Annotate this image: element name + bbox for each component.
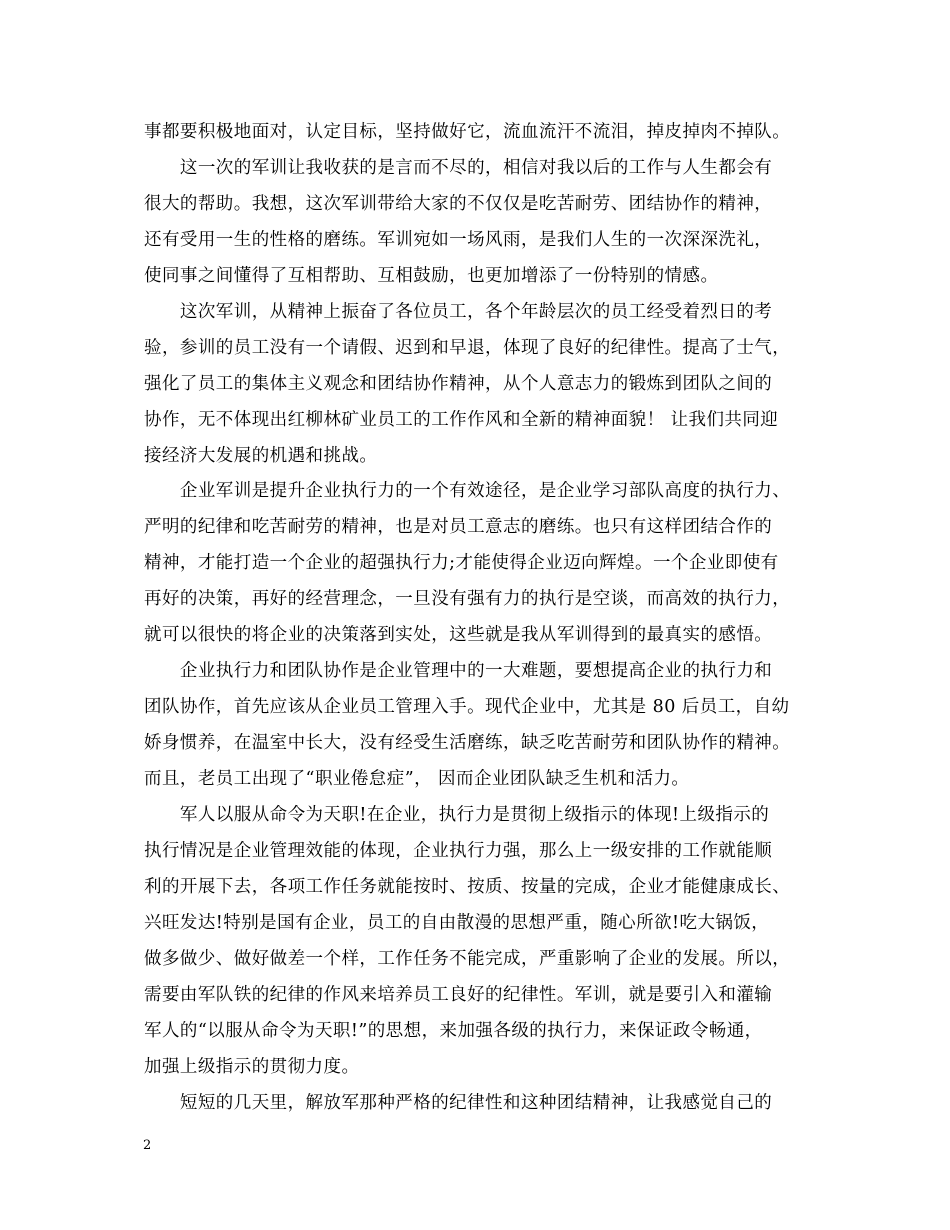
text-line: 事都要积极地面对，认定目标，坚持做好它，流血流汗不流泪，掉皮掉肉不掉队。 — [144, 122, 791, 142]
text-line: 做多做少、做好做差一个样，工作任务不能完成，严重影响了企业的发展。所以， — [144, 949, 791, 969]
text-line: 军人以服从命令为天职!在企业，执行力是贯彻上级指示的体现!上级指示的 — [144, 805, 770, 825]
text-line: 很大的帮助。我想，这次军训带给大家的不仅仅是吃苦耐劳、团结协作的精神， — [144, 194, 773, 214]
text-line: 企业军训是提升企业执行力的一个有效途径，是企业学习部队高度的执行力、 — [144, 481, 791, 501]
text-line: 强化了员工的集体主义观念和团结协作精神，从个人意志力的锻炼到团队之间的 — [144, 374, 773, 394]
text-line: 精神，才能打造一个企业的超强执行力;才能使得企业迈向辉煌。一个企业即使有 — [144, 553, 779, 573]
text-line: 再好的决策，再好的经营理念，一旦没有强有力的执行是空谈，而高效的执行力， — [144, 589, 791, 609]
text-line: 就可以很快的将企业的决策落到实处，这些就是我从军训得到的最真实的感悟。 — [144, 625, 773, 645]
text-line: 验，参训的员工没有一个请假、迟到和早退，体现了良好的纪律性。提高了士气， — [144, 338, 791, 358]
page-number: 2 — [143, 1138, 152, 1153]
text-line: 军人的“以服从命令为天职!”的思想，来加强各级的执行力，来保证政令畅通， — [144, 1021, 763, 1041]
text-line: 协作，无不体现出红柳林矿业员工的工作作风和全新的精神面貌！ 让我们共同迎 — [144, 410, 779, 430]
text-line: 团队协作，首先应该从企业员工管理入手。现代企业中，尤其是 80 后员工，自幼 — [144, 697, 790, 717]
text-line: 严明的纪律和吃苦耐劳的精神，也是对员工意志的磨练。也只有这样团结合作的 — [144, 517, 773, 537]
text-line: 这一次的军训让我收获的是言而不尽的，相信对我以后的工作与人生都会有 — [144, 158, 773, 178]
text-line: 利的开展下去，各项工作任务就能按时、按质、按量的完成，企业才能健康成长、 — [144, 877, 791, 897]
text-line: 娇身惯养，在温室中长大，没有经受生活磨练，缺乏吃苦耐劳和团队协作的精神。 — [144, 733, 791, 753]
text-line: 执行情况是企业管理效能的体现，企业执行力强，那么上一级安排的工作就能顺 — [144, 841, 773, 861]
text-line: 加强上级指示的贯彻力度。 — [144, 1057, 360, 1077]
text-line: 需要由军队铁的纪律的作风来培养员工良好的纪律性。军训，就是要引入和灌输 — [144, 985, 773, 1005]
text-line: 还有受用一生的性格的磨练。军训宛如一场风雨，是我们人生的一次深深洗礼， — [144, 230, 773, 250]
text-line: 企业执行力和团队协作是企业管理中的一大难题，要想提高企业的执行力和 — [144, 661, 773, 681]
text-line: 使同事之间懂得了互相帮助、互相鼓励，也更加增添了一份特别的情感。 — [144, 266, 719, 286]
text-line: 短短的几天里，解放军那种严格的纪律性和这种团结精神，让我感觉自己的 — [144, 1093, 773, 1113]
text-line: 而且，老员工出现了“职业倦怠症”， 因而企业团队缺乏生机和活力。 — [144, 769, 690, 789]
text-line: 接经济大发展的机遇和挑战。 — [144, 446, 378, 466]
text-line: 兴旺发达!特别是国有企业，员工的自由散漫的思想严重，随心所欲!吃大锅饭， — [144, 913, 770, 933]
text-line: 这次军训，从精神上振奋了各位员工，各个年龄层次的员工经受着烈日的考 — [144, 302, 773, 322]
